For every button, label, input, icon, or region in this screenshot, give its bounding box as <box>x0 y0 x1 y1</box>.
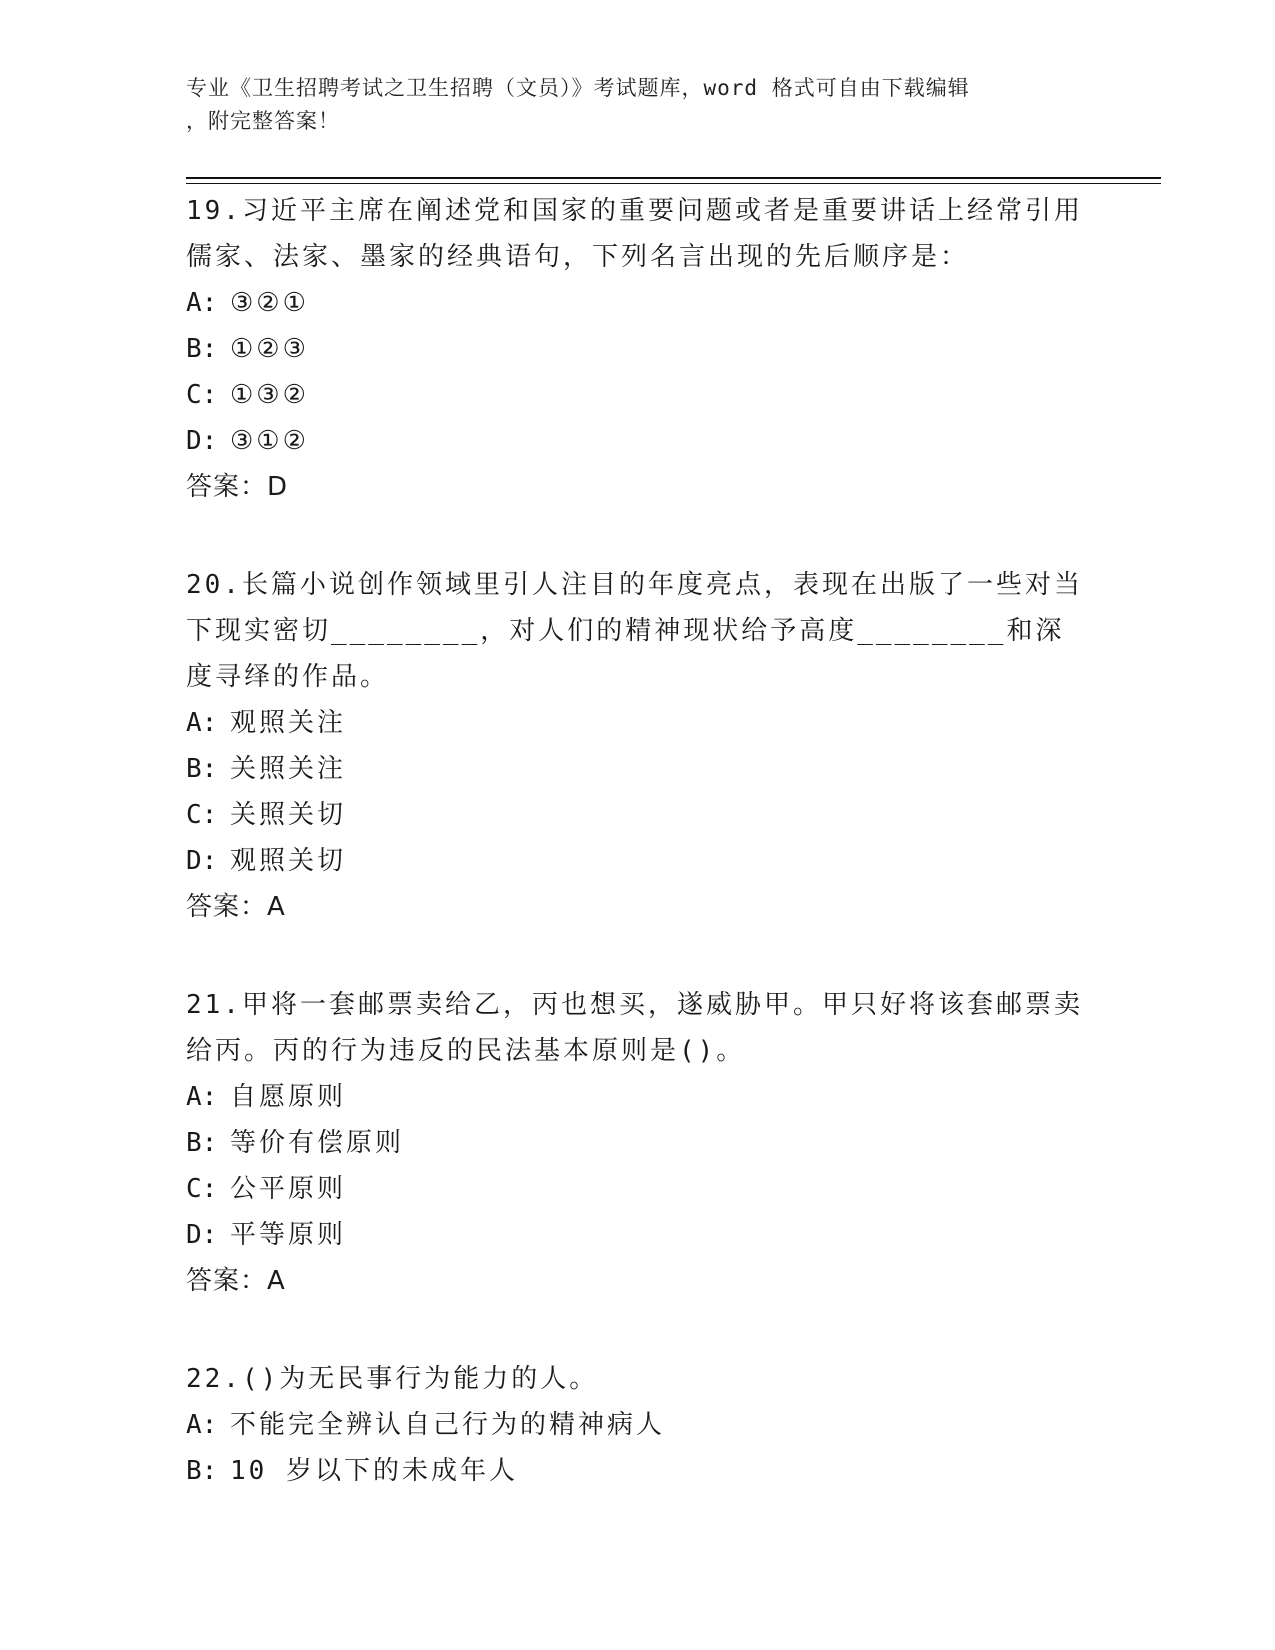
option-text: 10 岁以下的未成年人 <box>230 1456 518 1486</box>
option-text: 不能完全辨认自己行为的精神病人 <box>230 1410 666 1440</box>
option-b <box>186 746 1086 792</box>
option-d <box>186 418 1086 464</box>
option-letter: B: <box>186 754 218 784</box>
option-d <box>186 838 1086 884</box>
option-text: 公平原则 <box>230 1174 347 1204</box>
answer-line: 答案：A <box>186 892 286 922</box>
question-22 <box>186 1356 1086 1494</box>
option-letter: B: <box>186 334 218 364</box>
option-a <box>186 1402 1086 1448</box>
header-divider <box>186 177 1161 179</box>
option-letter: D: <box>186 426 218 456</box>
option-d <box>186 1212 1086 1258</box>
option-text: ③①② <box>230 426 309 456</box>
option-text: 观照关注 <box>230 708 347 738</box>
option-a <box>186 280 1086 326</box>
option-c <box>186 372 1086 418</box>
header-line-1: 专业《卫生招聘考试之卫生招聘（文员）》考试题库，word 格式可自由下载编辑 <box>186 76 970 100</box>
question-text: 20.长篇小说创作领域里引人注目的年度亮点，表现在出版了一些对当下现实密切________，对人们的精神现状给予高度________和深度寻绎的作品。 <box>186 570 1083 692</box>
option-letter: D: <box>186 1220 218 1250</box>
option-b <box>186 1448 1086 1494</box>
option-letter: B: <box>186 1456 218 1486</box>
option-letter: A: <box>186 708 218 738</box>
option-letter: C: <box>186 800 218 830</box>
header-divider-secondary <box>186 183 1161 184</box>
option-letter: A: <box>186 288 218 318</box>
option-text: 观照关切 <box>230 846 347 876</box>
document-header <box>186 72 1086 138</box>
question-19 <box>186 188 1086 510</box>
option-letter: B: <box>186 1128 218 1158</box>
option-letter: A: <box>186 1082 218 1112</box>
answer-line: 答案：A <box>186 1266 286 1296</box>
option-text: 自愿原则 <box>230 1082 347 1112</box>
option-text: 平等原则 <box>230 1220 347 1250</box>
question-20 <box>186 562 1086 930</box>
option-text: ①②③ <box>230 334 309 364</box>
option-c <box>186 1166 1086 1212</box>
option-a <box>186 700 1086 746</box>
question-text: 19.习近平主席在阐述党和国家的重要问题或者是重要讲话上经常引用儒家、法家、墨家的经典语句，下列名言出现的先后顺序是： <box>186 196 1083 272</box>
option-letter: C: <box>186 1174 218 1204</box>
question-text: 22.()为无民事行为能力的人。 <box>186 1364 599 1394</box>
option-text: ①③② <box>230 380 309 410</box>
option-text: 等价有偿原则 <box>230 1128 405 1158</box>
question-text: 21.甲将一套邮票卖给乙，丙也想买，遂威胁甲。甲只好将该套邮票卖给丙。丙的行为违反的民法基本原则是()。 <box>186 990 1083 1066</box>
option-text: 关照关注 <box>230 754 347 784</box>
option-a <box>186 1074 1086 1120</box>
option-letter: C: <box>186 380 218 410</box>
option-c <box>186 792 1086 838</box>
answer-line: 答案：D <box>186 472 289 502</box>
option-letter: A: <box>186 1410 218 1440</box>
option-b <box>186 1120 1086 1166</box>
question-list <box>186 188 1086 1546</box>
option-text: 关照关切 <box>230 800 347 830</box>
option-b <box>186 326 1086 372</box>
option-letter: D: <box>186 846 218 876</box>
option-text: ③②① <box>230 288 309 318</box>
header-line-2: ，附完整答案！ <box>186 109 340 133</box>
question-21 <box>186 982 1086 1304</box>
